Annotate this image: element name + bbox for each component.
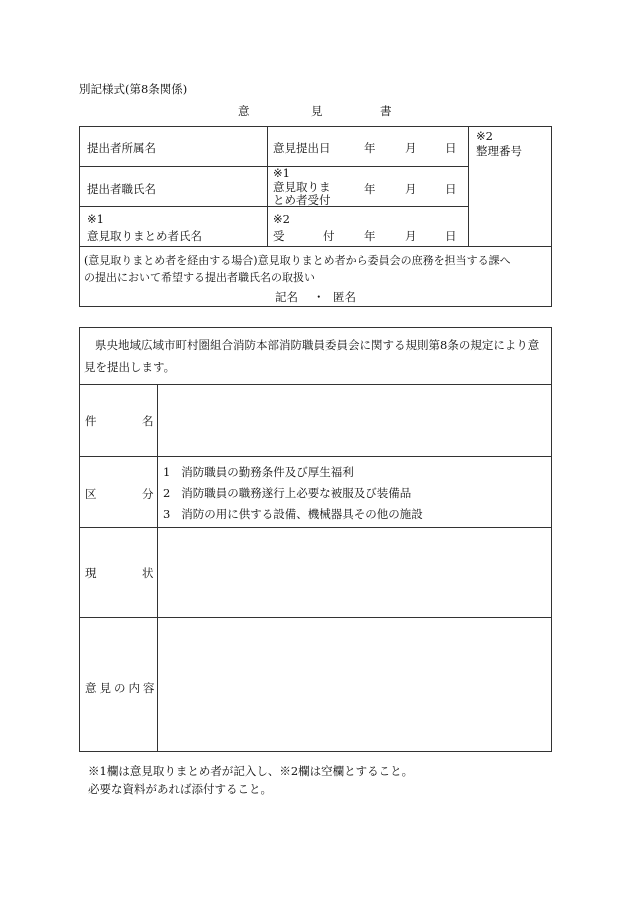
- summarizer-label: 意見取りまとめ者氏名: [87, 229, 202, 243]
- month-unit: 月: [405, 141, 417, 155]
- divider: [468, 126, 469, 246]
- receive-label-line1: 意見取りま: [273, 179, 331, 194]
- subject-label-2: 名: [142, 414, 154, 428]
- receive-label-line2: とめ者受付: [273, 193, 331, 207]
- serial-number-label: 整理番号: [476, 144, 522, 158]
- reception-char-2: 付: [323, 229, 335, 243]
- month-unit: 月: [405, 229, 417, 243]
- option-separator: ・: [313, 290, 325, 304]
- handling-line1: (意見取りまとめ者を経由する場合)意見取りまとめ者から委員会の庶務を担当する課へ: [84, 254, 511, 267]
- subject-field[interactable]: [158, 385, 551, 456]
- reception-mark: ※2: [273, 212, 290, 226]
- year-unit: 年: [364, 182, 376, 196]
- divider: [267, 126, 268, 246]
- subject-label-1: 件: [85, 414, 97, 428]
- intro-line2: 見を提出します。: [84, 360, 176, 374]
- category-label-2: 分: [142, 487, 154, 501]
- intro-line1: 県央地域広域市町村圏組合消防本部消防職員委員会に関する規則第8条の規定により意: [95, 338, 540, 352]
- receive-label: [273, 167, 331, 208]
- category-item[interactable]: 1 消防職員の勤務条件及び厚生福利: [163, 465, 354, 479]
- note2-mark: ※2: [476, 129, 493, 143]
- year-unit: 年: [364, 229, 376, 243]
- category-item[interactable]: 3 消防の用に供する設備、機械器具その他の施設: [163, 507, 423, 521]
- form-label: 別記様式(第8条関係): [79, 82, 188, 96]
- day-unit: 日: [445, 229, 457, 243]
- job-name-label: 提出者職氏名: [87, 182, 156, 196]
- day-unit: 日: [445, 141, 457, 155]
- month-unit: 月: [405, 182, 417, 196]
- day-unit: 日: [445, 182, 457, 196]
- divider: [79, 456, 552, 457]
- note1-mark: ※1: [273, 166, 290, 180]
- title-char-2: 見: [311, 104, 323, 118]
- footer-note2: 必要な資料があれば添付すること。: [88, 782, 272, 796]
- title-char-1: 意: [238, 104, 250, 118]
- submit-date-label: 意見提出日: [273, 141, 331, 155]
- status-label-2: 状: [142, 566, 154, 580]
- category-item[interactable]: 2 消防職員の職務遂行上必要な被服及び装備品: [163, 486, 412, 500]
- anonymous-option: 匿名: [333, 290, 356, 304]
- content-field[interactable]: [158, 618, 551, 751]
- category-list: [163, 462, 423, 525]
- title-char-3: 書: [380, 104, 392, 118]
- year-unit: 年: [364, 141, 376, 155]
- reception-char-1: 受: [273, 229, 285, 243]
- named-option: 記名: [275, 290, 298, 304]
- divider: [79, 246, 552, 247]
- content-label: 意見の内容: [85, 681, 158, 695]
- status-field[interactable]: [158, 528, 551, 617]
- category-label-1: 区: [85, 487, 97, 501]
- affiliation-label: 提出者所属名: [87, 141, 156, 155]
- status-label-1: 現: [85, 566, 97, 580]
- summarizer-mark: ※1: [87, 212, 104, 226]
- footer-note1: ※1欄は意見取りまとめ者が記入し、※2欄は空欄とすること。: [88, 764, 414, 778]
- handling-line2: の提出において希望する提出者職氏名の取扱い: [84, 271, 315, 284]
